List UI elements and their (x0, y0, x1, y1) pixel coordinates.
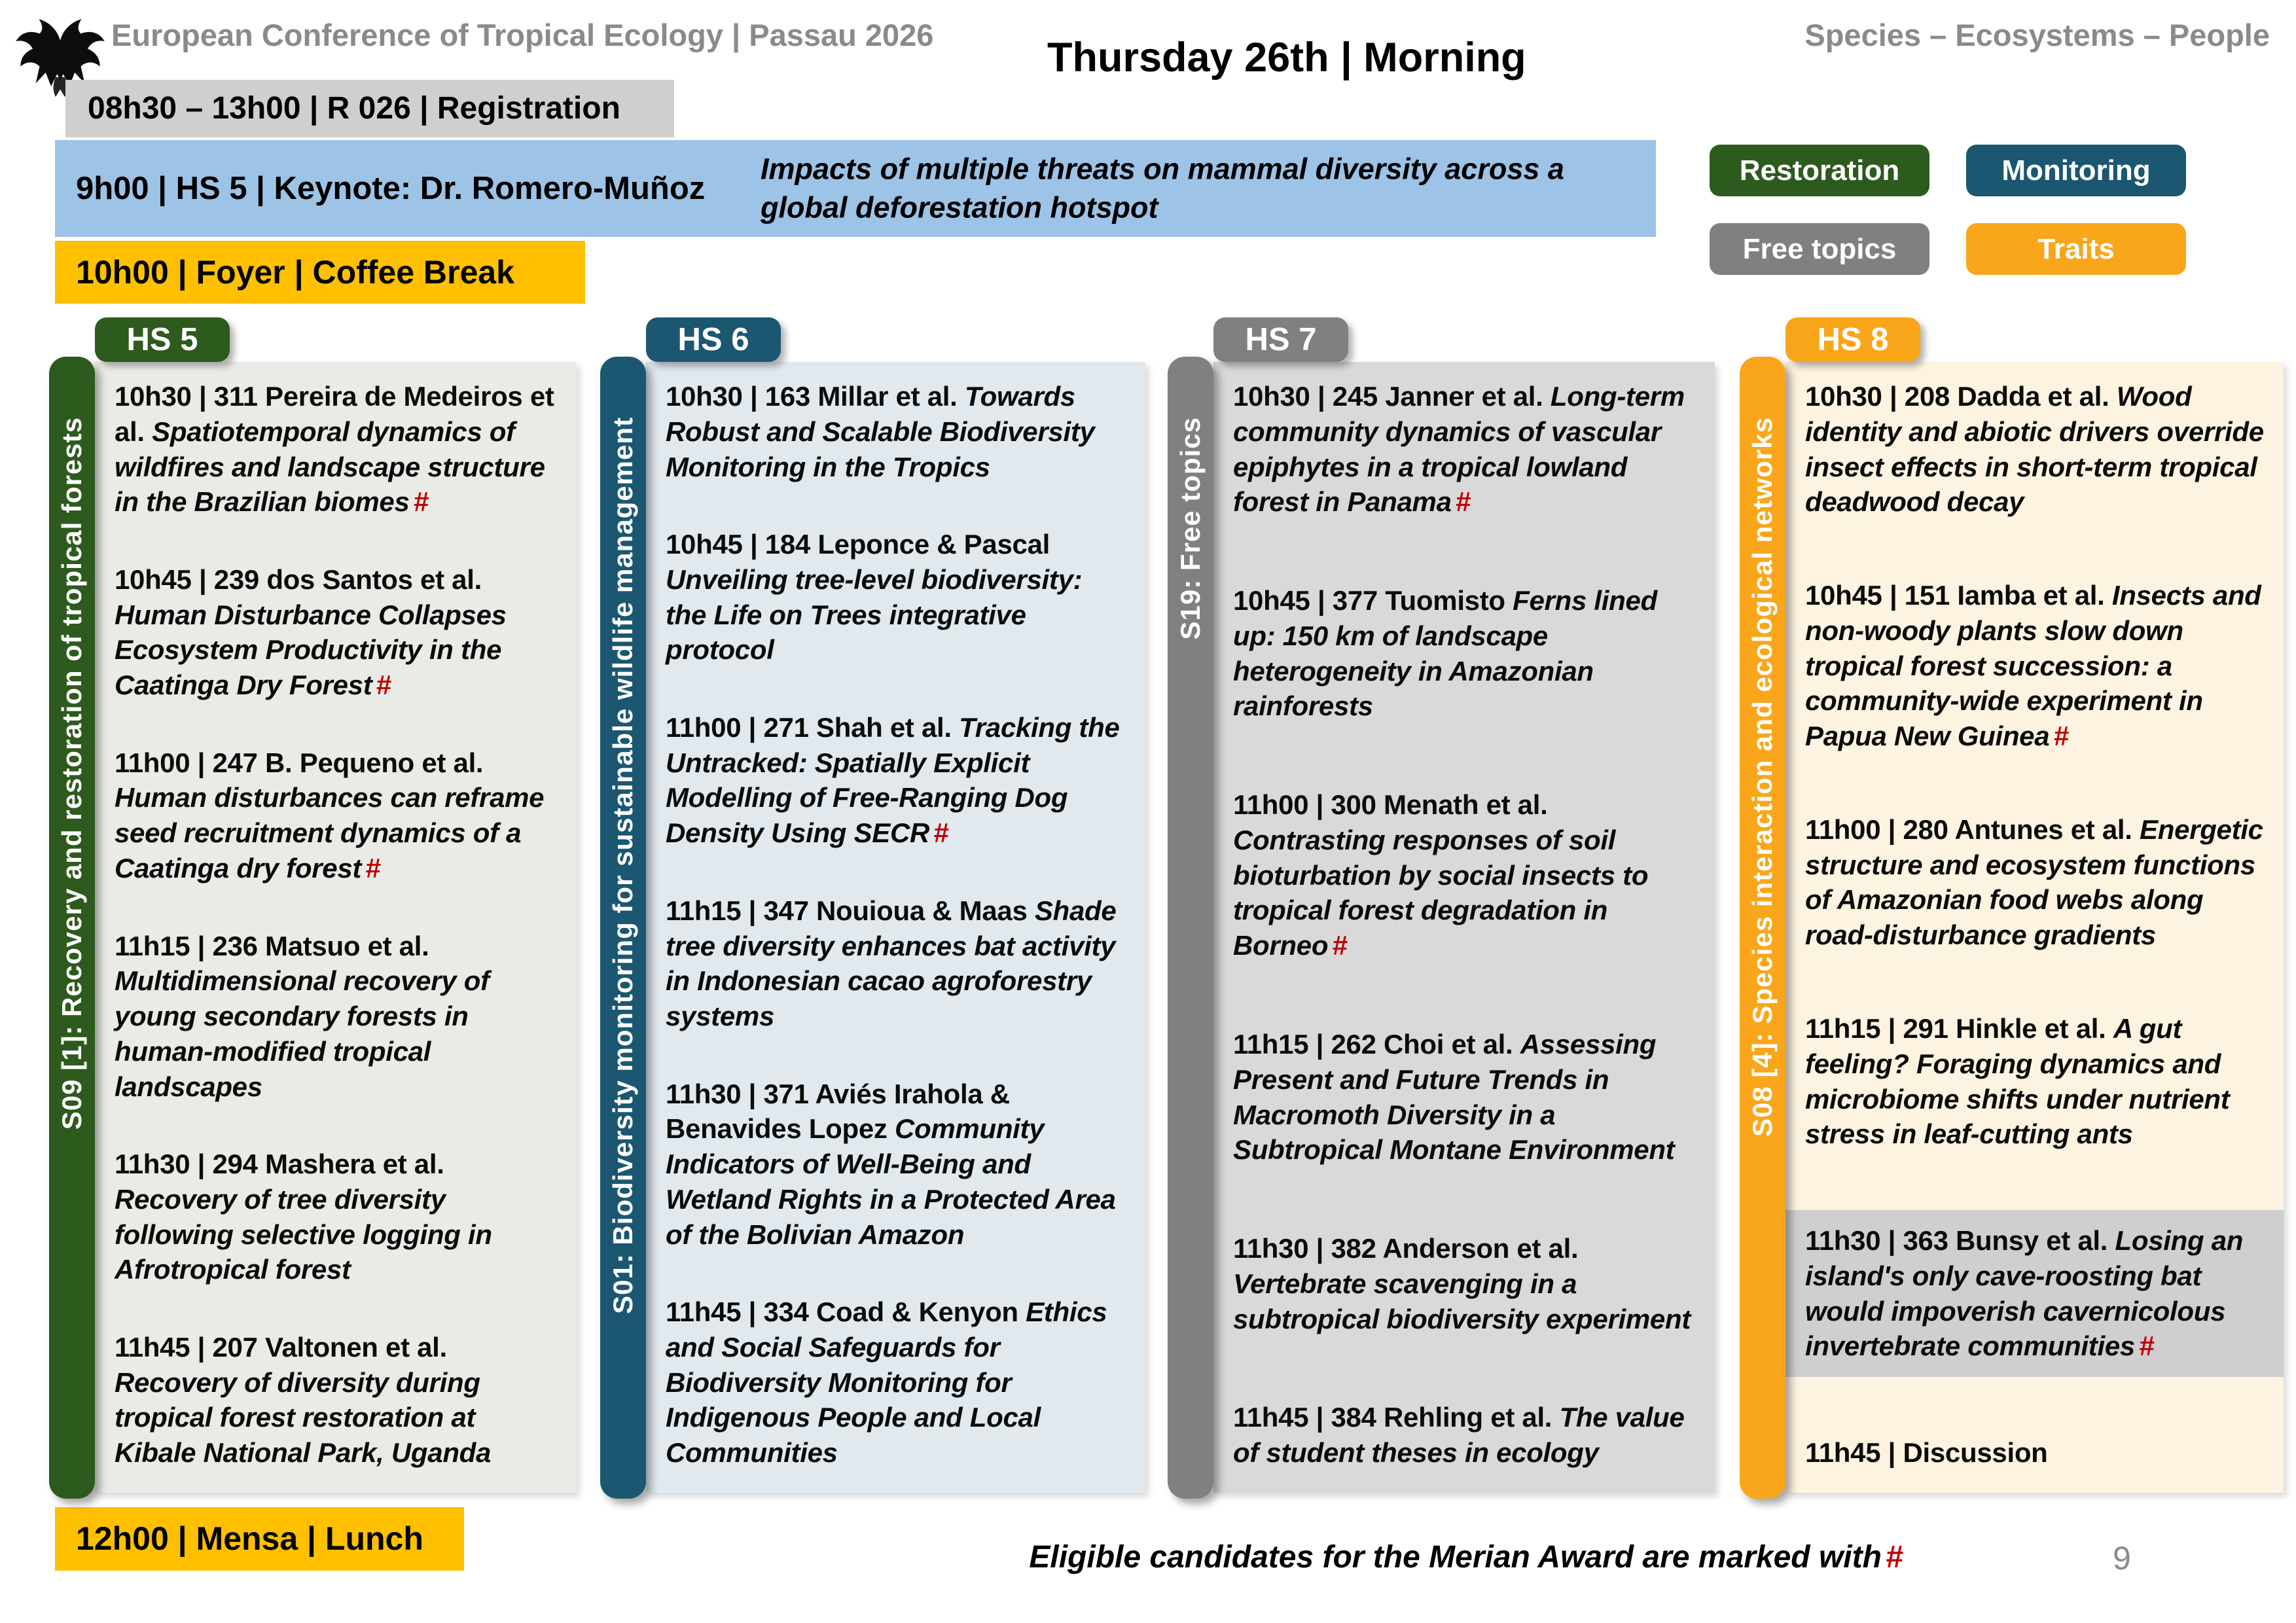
talk-head: 10h30 | 245 Janner et al. (1233, 381, 1543, 412)
session-sidebar (1168, 357, 1213, 1499)
merian-award-note (1008, 1539, 1924, 1575)
talk-head: 11h30 | 294 Mashera et al. (115, 1149, 444, 1180)
talk-head: 11h45 | Discussion (1805, 1437, 2048, 1469)
talk-head: 11h15 | 347 Nouioua & Maas (666, 895, 1028, 926)
merian-hash-icon: # (2138, 1330, 2155, 1362)
talk-title: Human disturbances can reframe seed recruitment dynamics of a Caatinga dry forest (115, 782, 545, 883)
merian-hash-icon: # (413, 486, 429, 518)
talk-head: 11h00 | 280 Antunes et al. (1805, 813, 2132, 845)
talk-head: 11h00 | 271 Shah et al. (666, 711, 952, 743)
talk-item (1233, 1027, 1696, 1168)
talk-title: Wood identity and abiotic drivers override insect effects in short-term tropical deadwood decay (1805, 381, 2264, 518)
merian-note-text: Eligible candidates for the Merian Award are marked with (1029, 1540, 1882, 1575)
session-type-legend (1710, 145, 2178, 276)
talk-head: 11h45 | 334 Coad & Kenyon (666, 1296, 1018, 1328)
session-sidebar (49, 357, 95, 1499)
keynote-title: Impacts of multiple threats on mammal diversity across a global deforestation hotspot (761, 152, 1564, 224)
talk-title: Recovery of diversity during tropical forest restoration at Kibale National Park, Uganda (115, 1366, 492, 1469)
lunch-bar: 12h00 | Mensa | Lunch (55, 1507, 464, 1571)
talk-title: Unveiling tree-level biodiversity: the Life on Trees integrative protocol (666, 563, 1083, 666)
schedule-column-hs7 (1168, 317, 1715, 1499)
talk-title: Towards Robust and Scalable Biodiversity Monitoring in the Tropics (666, 381, 1095, 482)
conference-tagline: Species – Ecosystems – People (1804, 18, 2270, 52)
talk-title: Vertebrate scavenging in a subtropical biodiversity experiment (1233, 1268, 1691, 1334)
merian-hash-icon: # (365, 852, 381, 883)
talk-head: 11h45 | 207 Valtonen et al. (115, 1331, 447, 1363)
talk-title: Recovery of tree diversity following selective logging in Afrotropical forest (115, 1183, 492, 1285)
talk-head: 10h30 | 208 Dadda et al. (1805, 381, 2109, 412)
schedule-column-hs5 (49, 317, 577, 1499)
legend-free-topics: Free topics (1710, 223, 1929, 275)
talk-item (115, 1147, 558, 1287)
talk-item (115, 562, 558, 703)
session-label: S08 [4]: Species interaction and ecological networks (1747, 417, 1778, 1137)
talk-head: 11h45 | 384 Rehling et al. (1233, 1402, 1552, 1433)
page-title: Thursday 26th | Morning (1047, 35, 1526, 80)
talk-title: Community Indicators of Well-Being and Wetland Rights in a Protected Area of the Bolivian Amazon (666, 1113, 1116, 1250)
talk-head: 10h30 | 311 Pereira de Medeiros et al. (115, 381, 554, 447)
schedule-column-hs6 (600, 317, 1145, 1499)
talk-head: 11h00 | 247 B. Pequeno et al. (115, 747, 484, 778)
talk-item (1233, 379, 1696, 520)
page-number: 9 (2113, 1540, 2131, 1577)
room-badge: HS 6 (646, 317, 781, 362)
room-badge: HS 7 (1213, 317, 1348, 362)
talks-list (95, 362, 577, 1493)
room-badge: HS 8 (1785, 317, 1920, 362)
merian-hash-icon: # (933, 817, 949, 849)
talk-title: Assessing Present and Future Trends in Macromoth Diversity in a Subtropical Montane Environment (1233, 1029, 1675, 1166)
talk-item (115, 745, 558, 886)
merian-hash-icon: # (1885, 1540, 1903, 1575)
talk-head: 10h45 | 377 Tuomisto (1233, 585, 1505, 616)
session-sidebar (1740, 357, 1785, 1499)
talk-head: 10h45 | 151 Iamba et al. (1805, 580, 2105, 611)
session-label: S01: Biodiversity monitoring for sustainable wildlife management (607, 417, 638, 1314)
talk-item (115, 1330, 558, 1471)
talks-list (646, 362, 1145, 1493)
legend-monitoring: Monitoring (1966, 145, 2186, 196)
keynote-label: 9h00 | HS 5 | Keynote: Dr. Romero-Muñoz (76, 171, 706, 206)
talk-item (666, 710, 1127, 851)
schedule-column-hs8 (1740, 317, 2284, 1499)
legend-traits: Traits (1966, 223, 2186, 275)
talk-title: Ethics and Social Safeguards for Biodiversity Monitoring for Indigenous People and Local Communities (666, 1296, 1107, 1469)
talk-item (1805, 1435, 2265, 1471)
talk-head: 11h15 | 262 Choi et al. (1233, 1029, 1513, 1060)
talk-item (1233, 1400, 1696, 1471)
talk-item (1805, 1011, 2265, 1152)
talk-item (115, 929, 558, 1105)
talk-item (666, 527, 1127, 668)
talk-title: Human Disturbance Collapses Ecosystem Productivity in the Caatinga Dry Forest (115, 599, 507, 701)
talk-head: 11h30 | 371 Aviés Irahola & Benavides Lopez (666, 1078, 1010, 1145)
merian-hash-icon: # (1455, 486, 1471, 518)
talk-item (666, 379, 1127, 484)
talk-item (1233, 1231, 1696, 1336)
conference-title: European Conference of Tropical Ecology | Passau 2026 (111, 18, 934, 52)
talk-item (1233, 583, 1696, 724)
talk-title: A gut feeling? Foraging dynamics and microbiome shifts under nutrient stress in leaf-cutting ants (1805, 1013, 2230, 1150)
talk-title: Energetic structure and ecosystem functions of Amazonian food webs along road-disturbance gradients (1805, 813, 2263, 951)
talk-title: Tracking the Untracked: Spatially Explicit Modelling of Free-Ranging Dog Density Using SECR (666, 711, 1120, 849)
merian-hash-icon: # (1332, 930, 1348, 961)
talk-title: Multidimensional recovery of young secondary forests in human-modified tropical landscapes (115, 965, 490, 1102)
talk-head: 10h45 | 239 dos Santos et al. (115, 563, 482, 595)
talk-title: Spatiotemporal dynamics of wildfires and landscape structure in the Brazilian biomes (115, 416, 545, 518)
talks-list (1785, 362, 2284, 1493)
talk-item-highlighted (1785, 1210, 2284, 1377)
session-sidebar (600, 357, 646, 1499)
talk-head: 11h30 | 382 Anderson et al. (1233, 1233, 1579, 1264)
room-badge: HS 5 (95, 317, 230, 362)
talk-item (1805, 578, 2265, 754)
talk-head: 11h00 | 300 Menath et al. (1233, 789, 1548, 821)
talk-item (666, 1294, 1127, 1471)
talk-head: 10h45 | 184 Leponce & Pascal (666, 529, 1050, 560)
talks-list (1213, 362, 1715, 1493)
talk-head: 11h15 | 236 Matsuo et al. (115, 930, 429, 961)
talk-head: 11h30 | 363 Bunsy et al. (1805, 1225, 2108, 1257)
merian-hash-icon: # (2053, 721, 2069, 752)
legend-restoration: Restoration (1710, 145, 1929, 196)
talk-title: The value of student theses in ecology (1233, 1402, 1685, 1469)
talk-title: Contrasting responses of soil bioturbation by social insects to tropical forest degradation in Borneo (1233, 824, 1649, 961)
talk-head: 10h30 | 163 Millar et al. (666, 381, 958, 412)
registration-bar: 08h30 – 13h00 | R 026 | Registration (65, 80, 674, 137)
talk-item (1805, 379, 2265, 520)
talk-title: Shade tree diversity enhances bat activity in Indonesian cacao agroforestry systems (666, 895, 1117, 1032)
talk-item (115, 379, 558, 520)
coffee-break-bar: 10h00 | Foyer | Coffee Break (55, 241, 585, 304)
talk-item (1233, 787, 1696, 963)
talk-head: 11h15 | 291 Hinkle et al. (1805, 1013, 2106, 1044)
keynote-bar (55, 140, 1656, 237)
talk-item (666, 893, 1127, 1034)
talk-title: Ferns lined up: 150 km of landscape heterogeneity in Amazonian rainforests (1233, 585, 1657, 722)
session-label: S19: Free topics (1175, 417, 1206, 640)
session-label: S09 [1]: Recovery and restoration of tropical forests (56, 417, 87, 1130)
talk-title: Long-term community dynamics of vascular epiphytes in a tropical lowland forest in Panama (1233, 381, 1685, 518)
talk-item (666, 1077, 1127, 1253)
talk-item (1805, 812, 2265, 953)
merian-hash-icon: # (376, 669, 391, 701)
talk-title: Losing an island's only cave-roosting bat would impoverish cavernicolous invertebrate communities (1805, 1225, 2244, 1362)
talk-title: Insects and non-woody plants slow down tropical forest succession: a community-wide experiment in Papua New Guinea (1805, 580, 2261, 752)
